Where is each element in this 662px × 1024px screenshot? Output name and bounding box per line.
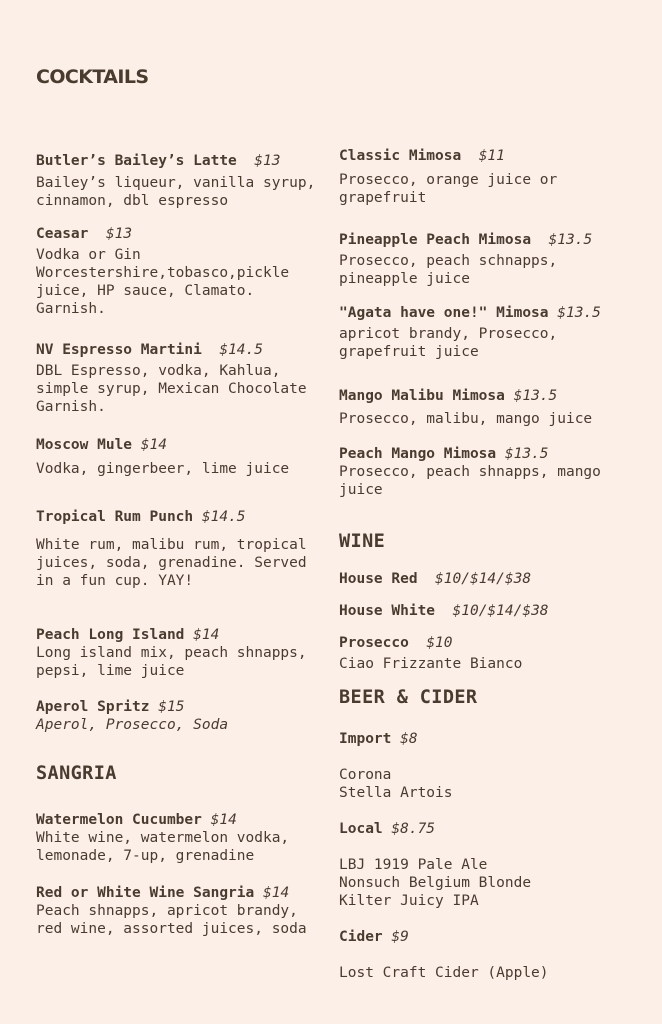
item-description: Peach shnapps, apricot brandy, red wine, assorted juices, soda [36,903,307,937]
menu-item-house-red [339,570,639,588]
item-price: $14.5 [219,342,263,358]
item-price: $14 [262,885,290,901]
item-description: Prosecco, malibu, mango juice [339,411,593,427]
menu-item-classic-mimosa [339,147,639,207]
item-price: $14 [210,812,237,828]
item-name: Prosecco [339,635,409,651]
item-price: $8.75 [391,821,436,837]
menu-item-pineapple-peach-mimosa [339,231,639,288]
item-price: $11 [478,148,505,164]
item-description: Corona Stella Artois [339,767,453,801]
item-description: White rum, malibu rum, tropical juices, soda, grenadine. Served in a fun cup. YAY! [36,537,307,589]
menu-item-peach-mango-mimosa [339,445,639,499]
item-name: Moscow Mule [36,437,133,453]
menu-item-aperol-spritz [36,698,326,734]
item-name: NV Espresso Martini [36,342,202,358]
page-title: COCKTAILS [36,66,149,88]
item-price: $13.5 [557,305,601,321]
item-price: $13.5 [548,232,593,248]
item-description: Vodka, gingerbeer, lime juice [36,461,290,477]
item-price: $13 [254,153,281,169]
item-description: apricot brandy, Prosecco, grapefruit juice [339,326,558,360]
section-heading-wine: WINE [339,531,386,552]
item-price: $10/$14/$38 [435,571,532,587]
item-name: Ceasar [36,226,89,242]
menu-item-butlers-baileys-latte [36,152,326,210]
item-name: Mango Malibu Mimosa [339,388,505,404]
menu-item-cider [339,928,639,982]
item-price: $8 [400,731,418,747]
menu-item-agata-mimosa [339,304,639,361]
menu-item-import [339,730,639,802]
section-heading-sangria: SANGRIA [36,763,117,784]
menu-item-prosecco [339,634,639,673]
item-name: Peach Long Island [36,627,185,643]
item-name: Butler’s Bailey’s Latte [36,153,237,169]
item-description: Lost Craft Cider (Apple) [339,965,549,981]
menu-item-watermelon-cucumber [36,811,326,865]
menu-item-moscow-mule [36,436,326,478]
menu-item-nv-espresso-martini [36,341,326,416]
menu-item-local [339,820,639,910]
item-name: House Red [339,571,418,587]
menu-item-mango-malibu-mimosa [339,387,639,428]
menu-item-tropical-rum-punch [36,508,326,590]
item-name: Import [339,731,392,747]
item-price: $13.5 [504,446,549,462]
item-description: DBL Espresso, vodka, Kahlua, simple syrup, Mexican Chocolate Garnish. [36,363,307,415]
item-name: House White [339,603,436,619]
menu-item-ceasar [36,225,326,318]
item-description: Bailey’s liqueur, vanilla syrup, cinnamon, dbl espresso [36,175,316,209]
item-price: $10/$14/$38 [452,603,549,619]
item-price: $13 [105,226,133,242]
item-description: LBJ 1919 Pale Ale Nonsuch Belgium Blonde Kilter Juicy IPA [339,857,532,909]
item-description: Prosecco, peach schnapps, pineapple juice [339,253,558,287]
item-name: Cider [339,929,383,945]
item-description: White wine, watermelon vodka, lemonade, 7-up, grenadine [36,830,290,864]
item-description: Vodka or Gin Worcestershire,tobasco,pickle juice, HP sauce, Clamato. Garnish. [36,247,290,317]
item-price: $14 [140,437,167,453]
item-description: Prosecco, orange juice or grapefruit [339,172,558,206]
section-heading-beer-cider: BEER & CIDER [339,687,478,708]
item-name: Aperol Spritz [36,699,150,715]
item-name: "Agata have one!" Mimosa [339,305,549,321]
item-price: $15 [158,699,185,715]
item-price: $9 [391,929,409,945]
item-name: Tropical Rum Punch [36,509,194,525]
item-name: Peach Mango Mimosa [339,446,497,462]
menu-item-house-white [339,602,639,620]
item-name: Watermelon Cucumber [36,812,202,828]
item-name: Classic Mimosa [339,148,462,164]
item-price: $14.5 [201,509,246,525]
item-price: $13.5 [513,388,558,404]
item-description: Prosecco, peach shnapps, mango juice [339,464,601,498]
menu-item-peach-long-island [36,626,326,680]
item-description: Aperol, Prosecco, Soda [36,717,229,733]
item-name: Pineapple Peach Mimosa [339,232,532,248]
item-price: $14 [193,627,220,643]
item-name: Red or White Wine Sangria [36,885,255,901]
item-description: Long island mix, peach shnapps, pepsi, lime juice [36,645,307,679]
item-price: $10 [426,635,453,651]
item-name: Local [339,821,383,837]
menu-item-wine-sangria [36,884,326,938]
item-description: Ciao Frizzante Bianco [339,656,523,672]
